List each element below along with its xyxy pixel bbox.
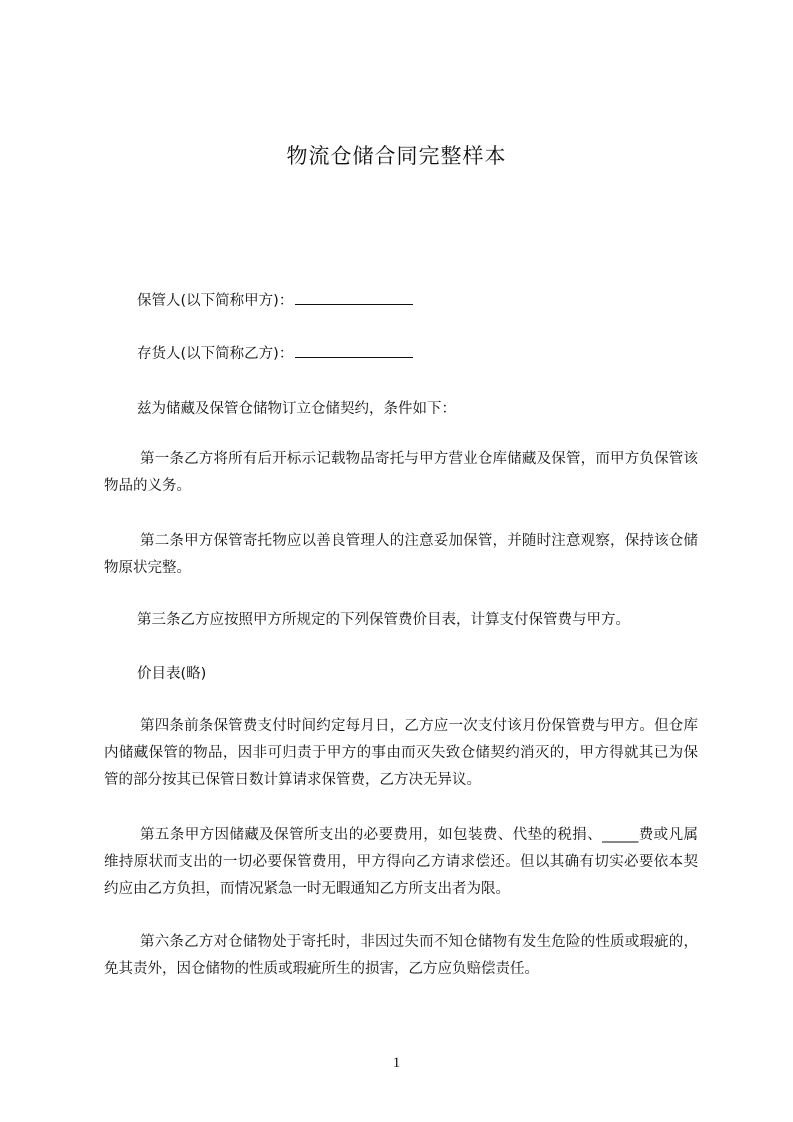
article-6: 第六条乙方对仓储物处于寄托时，非因过失而不知仓储物有发生危险的性质或瑕疵的，免其责外，因仓储物的性质或瑕疵所生的损害，乙方应负赔偿责任。 bbox=[104, 934, 698, 977]
party-a-blank bbox=[295, 289, 413, 305]
price-list-note: 价目表(略) bbox=[137, 666, 207, 682]
article-1: 第一条乙方将所有后开标示记载物品寄托与甲方营业仓库储藏及保管，而甲方负保管该物品的义务。 bbox=[104, 451, 698, 494]
party-a-label: 保管人(以下简称甲方)： bbox=[137, 293, 294, 309]
article-2: 第二条甲方保管寄托物应以善良管理人的注意妥加保管，并随时注意观察，保持该仓储物原状完整。 bbox=[104, 533, 698, 576]
article-5: 第五条甲方因储藏及保管所支出的必要费用，如包装费、代垫的税捐、_____费或凡属维持原状而支出的一切必要保管费用，甲方得向乙方请求偿还。但以其确有切实必要依本契约应由乙方负担，而情况紧急一时无暇通知乙方所支出者为限。 bbox=[104, 827, 698, 897]
page-number: 1 bbox=[392, 1055, 401, 1071]
party-b-label: 存货人(以下简称乙方)： bbox=[137, 346, 294, 362]
party-b-line bbox=[104, 341, 698, 368]
preamble: 兹为储藏及保管仓储物订立仓储契约，条件如下： bbox=[137, 401, 456, 417]
party-b-blank bbox=[295, 342, 413, 358]
party-a-line bbox=[104, 288, 698, 315]
document-title: 物流仓储合同完整样本 bbox=[286, 144, 507, 168]
article-3: 第三条乙方应按照甲方所规定的下列保管费价目表，计算支付保管费与甲方。 bbox=[137, 612, 630, 628]
article-4: 第四条前条保管费支付时间约定每月日，乙方应一次支付该月份保管费与甲方。但仓库内储藏保管的物品，因非可归责于甲方的事由而灭失致仓储契约消灭的，甲方得就其已为保管的部分按其已保管日数计算请求保管费，乙方决无异议。 bbox=[104, 718, 698, 788]
